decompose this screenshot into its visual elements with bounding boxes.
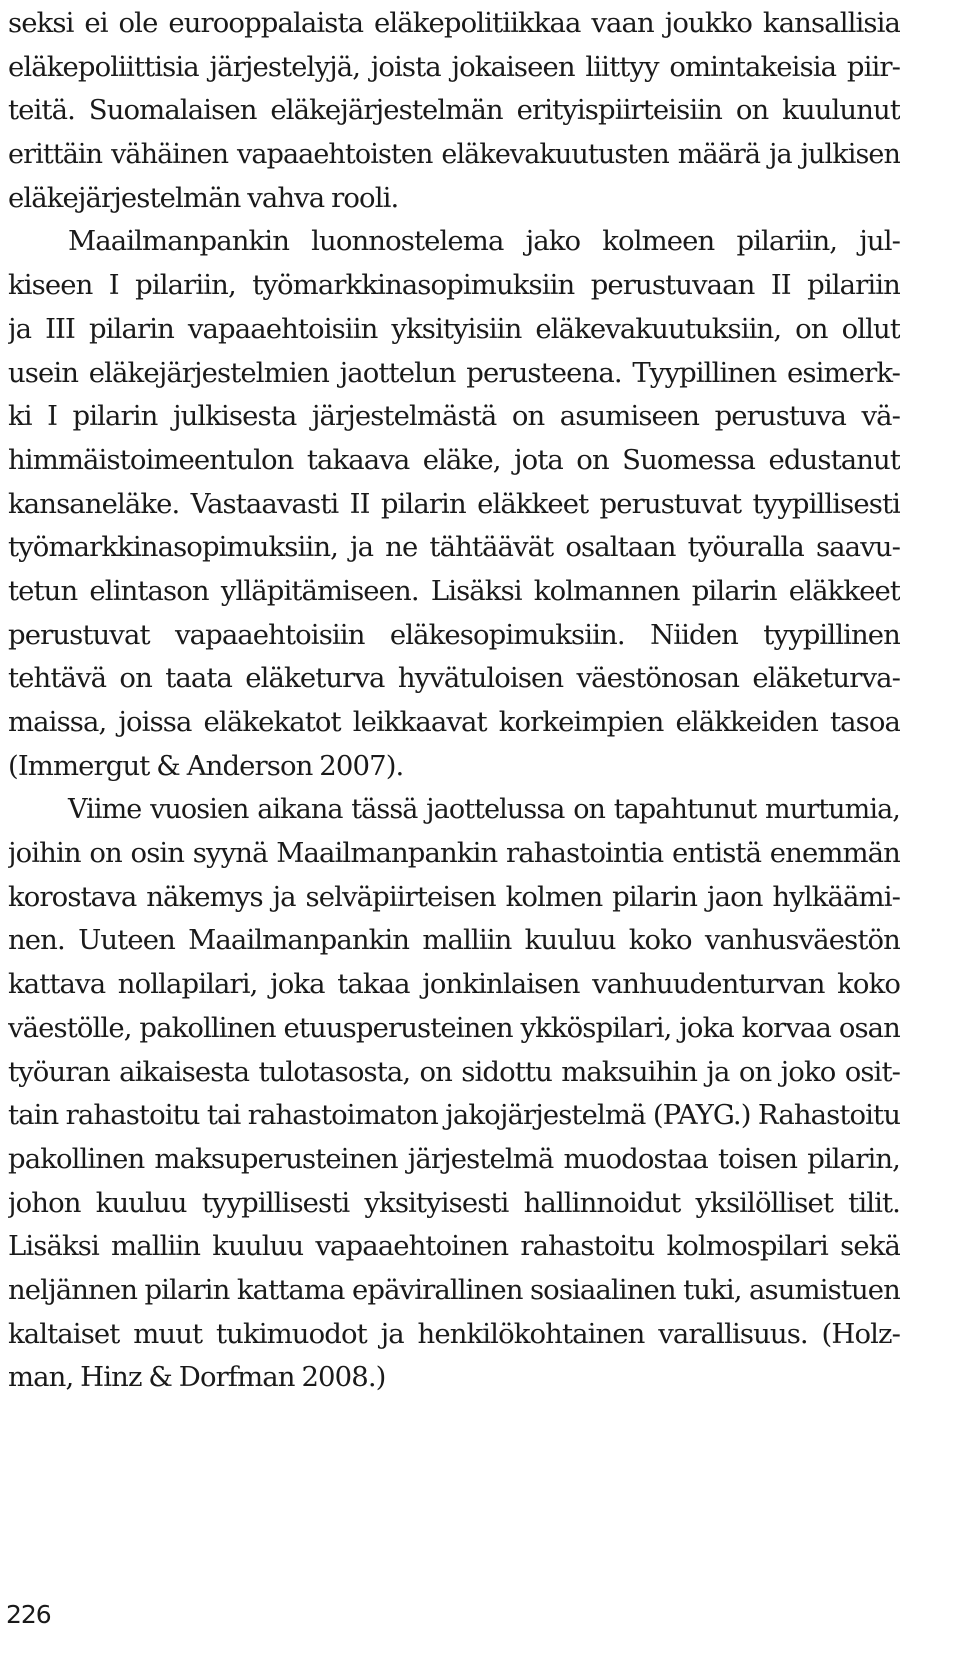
text-line: himmäistoimeentulon takaava eläke, jota on Suomessa edustanut [8, 443, 900, 476]
text-line: Lisäksi malliin kuuluu vapaaehtoinen rahastoitu kolmospilari sekä [8, 1230, 900, 1263]
text-line: korostava näkemys ja selväpiirteisen kolmen pilarin jaon hylkäämi- [8, 880, 900, 913]
text-line: neljännen pilarin kattama epävirallinen sosiaalinen tuki, asumistuen [8, 1273, 900, 1306]
text-line: joihin on osin syynä Maailmanpankin rahastointia entistä enemmän [8, 837, 900, 870]
text-line: pakollinen maksuperusteinen järjestelmä muodostaa toisen pilarin, [8, 1142, 900, 1175]
page-body [8, 0, 900, 1400]
text-line: ja III pilarin vapaaehtoisiin yksityisiin eläkevakuutuksiin, on ollut [8, 312, 900, 345]
text-line: maissa, joissa eläkekatot leikkaavat korkeimpien eläkkeiden tasoa [8, 706, 900, 738]
text-line: väestölle, pakollinen etuusperusteinen ykköspilari, joka korvaa osan [8, 1011, 900, 1044]
text-line: usein eläkejärjestelmien jaottelun perusteena. Tyypillinen esimerk- [8, 356, 900, 389]
text-line: ki I pilarin julkisesta järjestelmästä on asumiseen perustuva vä- [8, 400, 900, 433]
text-line: kattava nollapilari, joka takaa jonkinlaisen vanhuudenturvan koko [8, 968, 900, 1001]
text-line: tetun elintason ylläpitämiseen. Lisäksi kolmannen pilarin eläkkeet [8, 574, 900, 607]
text-line: erittäin vähäinen vapaaehtoisten eläkevakuutusten määrä ja julkisen [8, 139, 900, 171]
text-line: (Immergut & Anderson 2007). [8, 749, 404, 782]
text-line: eläkepoliittisia järjestelyjä, joista jokaiseen liittyy omintakeisia piir- [8, 50, 900, 83]
text-line: kaltaiset muut tukimuodot ja henkilökohtainen varallisuus. (Holz- [8, 1317, 900, 1350]
text-line: tehtävä on taata eläketurva hyvätuloisen väestönosan eläketurva- [8, 662, 900, 695]
text-line: perustuvat vapaaehtoisiin eläkesopimuksiin. Niiden tyypillinen [8, 618, 900, 651]
paragraph-first-line: Maailmanpankin luonnostelema jako kolmeen pilariin, jul- [68, 225, 900, 258]
text-line: man, Hinz & Dorfman 2008.) [8, 1361, 386, 1394]
paragraph-first-line: Viime vuosien aikana tässä jaottelussa on tapahtunut murtumia, [68, 794, 900, 826]
text-line: tain rahastoitu tai rahastoimaton jakojärjestelmä (PAYG.) Rahastoitu [8, 1099, 900, 1132]
page-number: 226 [6, 1600, 51, 1629]
text-line: eläkejärjestelmän vahva rooli. [8, 181, 399, 214]
text-line: työuran aikaisesta tulotasosta, on sidottu maksuihin ja on joko osit- [8, 1055, 900, 1088]
text-line: teitä. Suomalaisen eläkejärjestelmän erityispiirteisiin on kuulunut [8, 94, 900, 127]
text-line: kiseen I pilariin, työmarkkinasopimuksiin perustuvaan II pilariin [8, 269, 900, 302]
text-line: kansaneläke. Vastaavasti II pilarin eläkkeet perustuvat tyypillisesti [8, 487, 900, 520]
text-line: seksi ei ole eurooppalaista eläkepolitiikkaa vaan joukko kansallisia [8, 7, 900, 39]
text-line: työmarkkinasopimuksiin, ja ne tähtäävät osaltaan työuralla saavu- [8, 531, 900, 564]
text-line: johon kuuluu tyypillisesti yksityisesti hallinnoidut yksilölliset tilit. [8, 1186, 900, 1219]
text-line: nen. Uuteen Maailmanpankin malliin kuuluu koko vanhusväestön [8, 924, 900, 957]
